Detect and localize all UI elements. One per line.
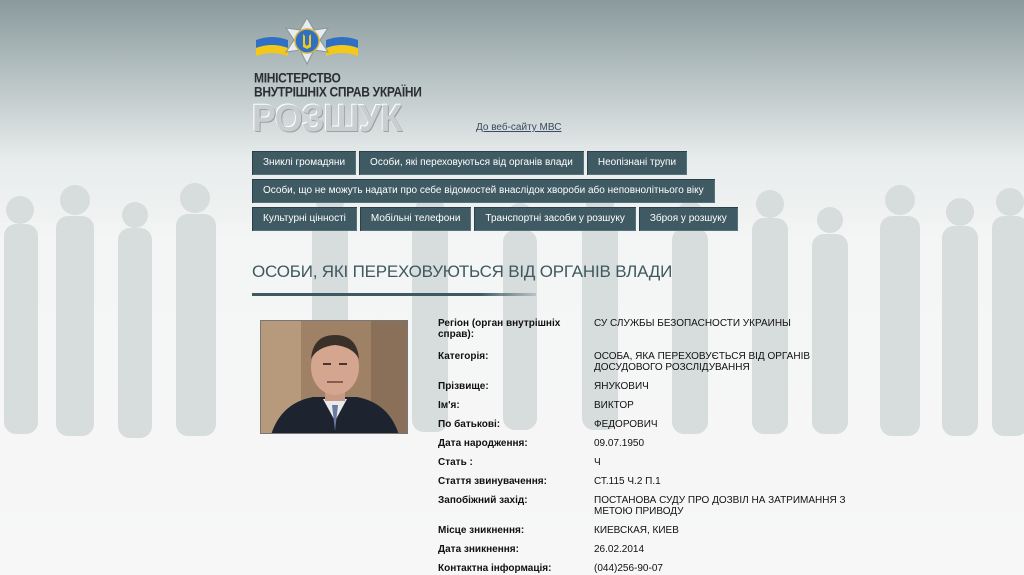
detail-value: СУ СЛУЖБЫ БЕЗОПАСНОСТИ УКРАИНЫ: [594, 318, 791, 329]
detail-row-category: [438, 351, 858, 373]
detail-value: СТ.115 Ч.2 П.1: [594, 476, 661, 487]
nav-fugitives[interactable]: Особи, які переховуються від органів влади: [359, 151, 584, 175]
emblem-icon: [254, 18, 360, 70]
portrait-image: [261, 321, 408, 434]
main-navigation: [252, 151, 772, 235]
nav-weapons[interactable]: Зброя у розшуку: [639, 207, 738, 231]
nav-unidentified-bodies[interactable]: Неопізнані трупи: [587, 151, 687, 175]
detail-label: Прізвище:: [438, 381, 489, 392]
detail-row-region: [438, 318, 858, 340]
ministry-logo[interactable]: [252, 18, 452, 138]
page-content: [252, 0, 846, 575]
page-title: ОСОБИ, ЯКІ ПЕРЕХОВУЮТЬСЯ ВІД ОРГАНІВ ВЛАДИ: [252, 262, 673, 281]
nav-missing-citizens[interactable]: Зниклі громадяни: [252, 151, 356, 175]
detail-label: Місце зникнення:: [438, 525, 525, 536]
detail-value: (044)256-90-07: [594, 563, 663, 574]
detail-value: КИЕВСКАЯ, КИЕВ: [594, 525, 679, 536]
detail-value: ЯНУКОВИЧ: [594, 381, 649, 392]
detail-label: Стаття звинувачення:: [438, 476, 547, 487]
nav-unable-to-identify[interactable]: Особи, що не можуть надати про себе відомостей внаслідок хвороби або неповнолітнього віку: [252, 179, 715, 203]
detail-row-patronymic: [438, 419, 858, 430]
detail-label: Дата зникнення:: [438, 544, 519, 555]
detail-label: Запобіжний захід:: [438, 495, 528, 506]
detail-row-date: [438, 544, 858, 555]
detail-value: ПОСТАНОВА СУДУ ПРО ДОЗВІЛ НА ЗАТРИМАННЯ З МЕТОЮ ПРИВОДУ: [594, 495, 846, 517]
nav-row-1: [252, 151, 772, 175]
detail-row-sex: [438, 457, 858, 468]
detail-label: Дата народження:: [438, 438, 528, 449]
detail-value: ВИКТОР: [594, 400, 634, 411]
title-underline: [252, 293, 536, 296]
detail-row-surname: [438, 381, 858, 392]
ministry-title-line2: ВНУТРІШНІХ СПРАВ УКРАЇНИ: [254, 84, 422, 101]
nav-row-3: [252, 207, 772, 231]
detail-row-article: [438, 476, 858, 487]
detail-value: ФЕДОРОВИЧ: [594, 419, 658, 430]
detail-row-contact: [438, 563, 858, 574]
detail-label: По батькові:: [438, 419, 501, 430]
detail-row-name: [438, 400, 858, 411]
detail-label: Контактна інформація:: [438, 563, 552, 574]
nav-mobile-phones[interactable]: Мобільні телефони: [360, 207, 472, 231]
detail-label: Регіон (орган внутрішніх справ):: [438, 318, 561, 340]
detail-label: Стать :: [438, 457, 473, 468]
detail-value: Ч: [594, 457, 601, 468]
detail-label: Ім'я:: [438, 400, 460, 411]
detail-label: Категорія:: [438, 351, 489, 362]
detail-value: ОСОБА, ЯКА ПЕРЕХОВУЄТЬСЯ ВІД ОРГАНІВ ДОСУДОВОГО РОЗСЛІДУВАННЯ: [594, 351, 811, 373]
person-photo: [260, 320, 408, 434]
detail-row-birthdate: [438, 438, 858, 449]
detail-row-place: [438, 525, 858, 536]
detail-value: 26.02.2014: [594, 544, 645, 555]
ministry-title-line1: МІНІСТЕРСТВО: [254, 70, 341, 87]
nav-cultural-values[interactable]: Культурні цінності: [252, 207, 357, 231]
nav-vehicles[interactable]: Транспортні засоби у розшуку: [474, 207, 635, 231]
person-details: [438, 318, 858, 574]
detail-row-measure: [438, 495, 858, 517]
section-logo-text: РОЗШУК: [252, 98, 402, 140]
ministry-site-link[interactable]: До веб-сайту МВС: [476, 122, 562, 133]
detail-value: 09.07.1950: [594, 438, 645, 449]
nav-row-2: [252, 179, 772, 203]
